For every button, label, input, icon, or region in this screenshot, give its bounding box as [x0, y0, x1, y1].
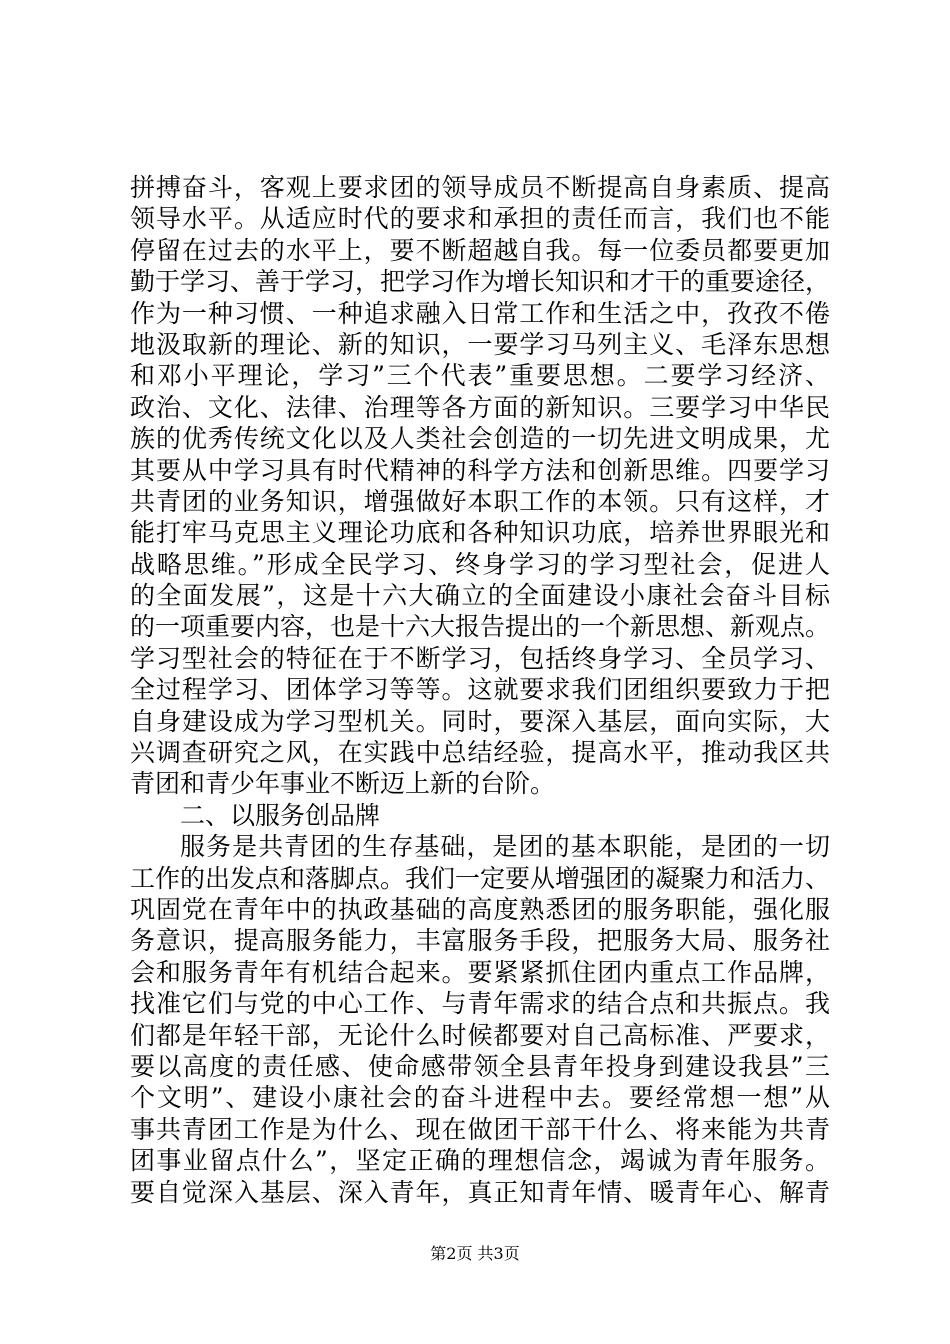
text-line: 团事业留点什么”，坚定正确的理想信念，竭诚为青年服务。: [130, 1146, 830, 1176]
text-line: 的一项重要内容，也是十六大报告提出的一个新思想、新观点。: [130, 612, 830, 642]
text-line: 自身建设成为学习型机关。同时，要深入基层，面向实际，大: [130, 706, 830, 736]
text-line: 勤于学习、善于学习，把学习作为增长知识和才干的重要途径，: [130, 267, 830, 297]
text-line: 全过程学习、团体学习等等。这就要求我们团组织要致力于把: [130, 675, 830, 705]
text-line: 和邓小平理论，学习”三个代表”重要思想。二要学习经济、: [130, 361, 830, 391]
text-line: 事共青团工作是为什么、现在做团干部干什么、将来能为共青: [130, 1114, 830, 1144]
text-line: 们都是年轻干部，无论什么时候都要对自己高标准、严要求，: [130, 1020, 830, 1050]
text-line: 战略思维。”形成全民学习、终身学习的学习型社会，促进人: [130, 549, 830, 579]
text-line: 要自觉深入基层、深入青年，真正知青年情、暖青年心、解青: [130, 1177, 830, 1207]
text-line: 共青团的业务知识，增强做好本职工作的本领。只有这样，才: [130, 486, 830, 516]
page-number: 第2页 共3页: [430, 1244, 520, 1263]
text-line: 的全面发展”，这是十六大确立的全面建设小康社会奋斗目标: [130, 581, 830, 611]
text-line: 学习型社会的特征在于不断学习，包括终身学习、全员学习、: [130, 643, 830, 673]
text-line: 找准它们与党的中心工作、与青年需求的结合点和共振点。我: [130, 989, 830, 1019]
text-line: 务意识，提高服务能力，丰富服务手段，把服务大局、服务社: [130, 926, 830, 956]
text-line: 领导水平。从适应时代的要求和承担的责任而言，我们也不能: [130, 204, 830, 234]
text-line: 巩固党在青年中的执政基础的高度熟悉团的服务职能，强化服: [130, 894, 830, 924]
document-body: [130, 172, 830, 1208]
text-line: 青团和青少年事业不断迈上新的台阶。: [130, 769, 556, 799]
text-line: 政治、文化、法律、治理等各方面的新知识。三要学习中华民: [130, 392, 830, 422]
text-line: 能打牢马克思主义理论功底和各种知识功底，培养世界眼光和: [130, 518, 830, 548]
text-line: 要以高度的责任感、使命感带领全县青年投身到建设我县”三: [130, 1051, 830, 1081]
text-line: 族的优秀传统文化以及人类社会创造的一切先进文明成果，尤: [130, 424, 830, 454]
text-line: 作为一种习惯、一种追求融入日常工作和生活之中，孜孜不倦: [130, 298, 830, 328]
text-line: 停留在过去的水平上，要不断超越自我。每一位委员都要更加: [130, 235, 830, 265]
text-line: 兴调查研究之风，在实践中总结经验，提高水平，推动我区共: [130, 738, 830, 768]
page-footer: [0, 1244, 950, 1264]
text-line: 拼搏奋斗，客观上要求团的领导成员不断提高自身素质、提高: [130, 173, 830, 202]
text-line: 个文明”、建设小康社会的奋斗进程中去。要经常想一想”从: [130, 1083, 830, 1113]
text-line: 服务是共青团的生存基础，是团的基本职能，是团的一切: [180, 832, 830, 862]
text-line: 工作的出发点和落脚点。我们一定要从增强团的凝聚力和活力、: [130, 863, 830, 893]
section-heading: 二、以服务创品牌: [180, 800, 381, 830]
text-line: 其要从中学习具有时代精神的科学方法和创新思维。四要学习: [130, 455, 830, 485]
text-line: 地汲取新的理论、新的知识，一要学习马列主义、毛泽东思想: [130, 329, 830, 359]
text-line: 会和服务青年有机结合起来。要紧紧抓住团内重点工作品牌，: [130, 957, 830, 987]
